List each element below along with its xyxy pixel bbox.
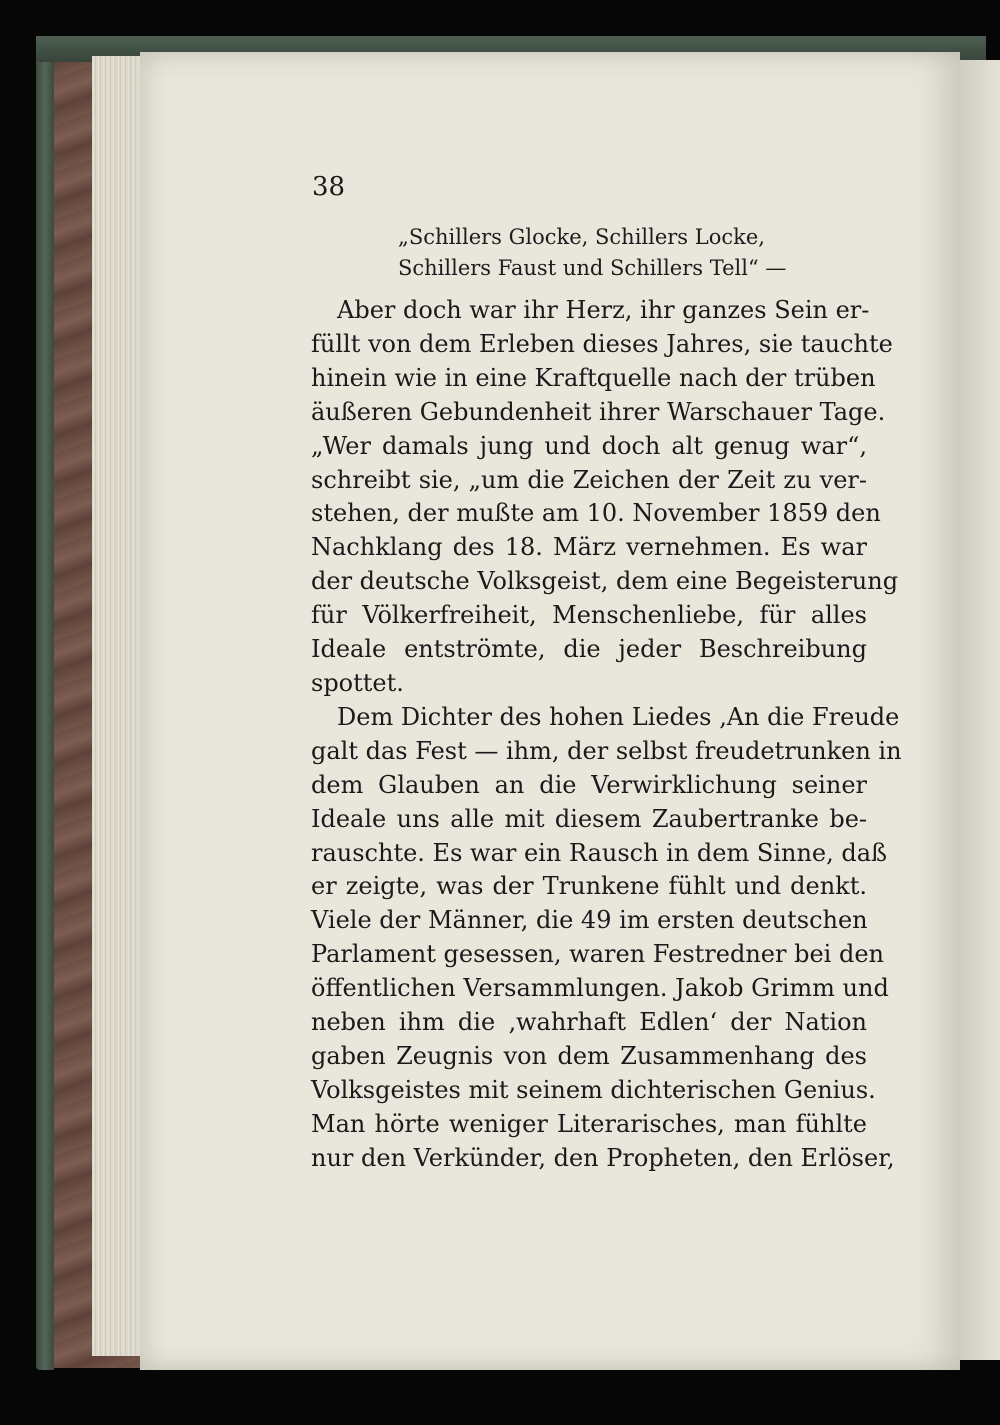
text-line: Volksgeistes mit seinem dichterischen Genius. — [311, 1075, 876, 1104]
text-line: Dem Dichter des hohen Liedes ‚An die Freude — [337, 702, 900, 731]
text-line: neben ihm die ‚wahrhaft Edlen‘ der Nation — [311, 1008, 867, 1037]
page-edges — [92, 56, 142, 1356]
cover-spine-edge — [36, 36, 54, 1370]
text-line: gaben Zeugnis von dem Zusammenhang des — [311, 1041, 867, 1070]
text-line: der deutsche Volksgeist, dem eine Begeisterung — [311, 567, 899, 596]
facing-page-edge — [958, 60, 1000, 1360]
text-line: Ideale entströmte, die jeder Beschreibung — [311, 635, 867, 664]
verse-line: Schillers Faust und Schillers Tell“ — — [398, 256, 787, 280]
body-text — [311, 294, 902, 1176]
page-number: 38 — [312, 172, 346, 202]
text-line: rauschte. Es war ein Rausch in dem Sinne, daß — [311, 838, 888, 867]
text-line: galt das Fest — ihm, der selbst freudetrunken in — [311, 736, 902, 765]
verse-quote — [398, 222, 786, 284]
text-line: „Wer damals jung und doch alt genug war“, — [311, 431, 867, 460]
text-line: für Völkerfreiheit, Menschenliebe, für alles — [311, 601, 867, 630]
text-line: stehen, der mußte am 10. November 1859 den — [311, 499, 881, 528]
verse-line: „Schillers Glocke, Schillers Locke, — [398, 225, 765, 249]
text-line: Parlament gesessen, waren Festredner bei den — [311, 940, 884, 969]
text-line: spottet. — [311, 668, 404, 697]
text-line: füllt von dem Erleben dieses Jahres, sie tauchte — [311, 329, 893, 358]
text-line: nur den Verkünder, den Propheten, den Erlöser, — [311, 1143, 895, 1172]
text-line: äußeren Gebundenheit ihrer Warschauer Tage. — [311, 397, 886, 426]
text-line: Man hörte weniger Literarisches, man fühlte — [311, 1109, 867, 1138]
text-line: Viele der Männer, die 49 im ersten deutschen — [311, 906, 868, 935]
text-line: schreibt sie, „um die Zeichen der Zeit zu ver- — [311, 465, 867, 494]
text-line: Nachklang des 18. März vernehmen. Es war — [311, 533, 867, 562]
text-line: Aber doch war ihr Herz, ihr ganzes Sein er- — [337, 296, 870, 324]
text-line: dem Glauben an die Verwirklichung seiner — [311, 770, 867, 799]
text-line: Ideale uns alle mit diesem Zaubertranke be- — [311, 804, 867, 833]
text-line: öffentlichen Versammlungen. Jakob Grimm und — [311, 974, 889, 1003]
text-line: hinein wie in eine Kraftquelle nach der trüben — [311, 363, 876, 392]
text-line: er zeigte, was der Trunkene fühlt und denkt. — [311, 872, 867, 901]
